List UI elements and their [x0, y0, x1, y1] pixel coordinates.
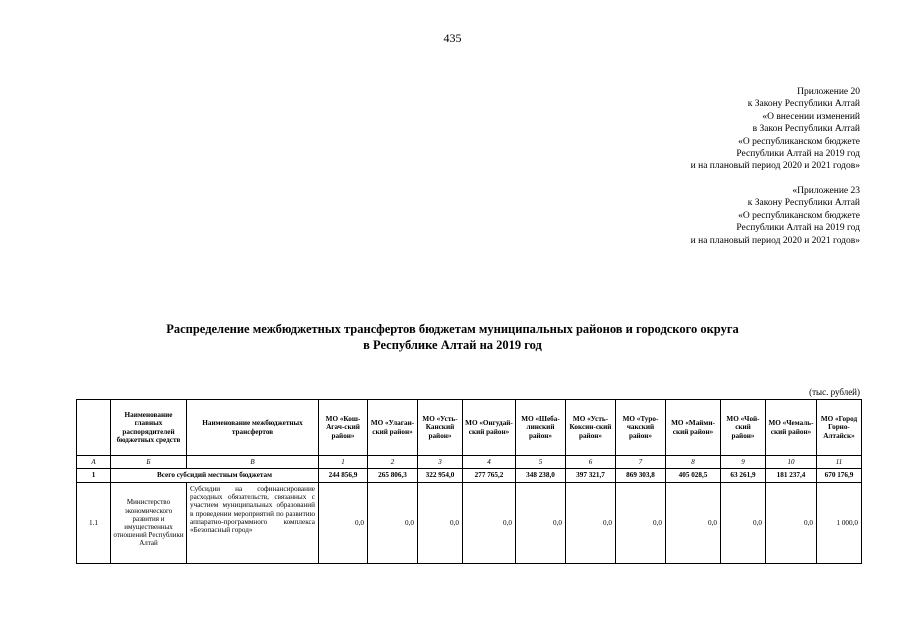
value-cell: 0,0	[766, 483, 817, 564]
appendix-20-caption	[691, 86, 860, 173]
value-cell: 1 000,0	[817, 483, 862, 564]
value-cell: 0,0	[516, 483, 566, 564]
column-index-cell: 9	[721, 456, 766, 469]
column-index-cell: 4	[463, 456, 516, 469]
appendix-23-caption	[691, 185, 860, 247]
document-title	[0, 321, 905, 353]
total-value-cell: 869 303,8	[616, 469, 666, 483]
table-index-row	[77, 456, 862, 469]
caption-line: «О внесении изменений	[762, 111, 860, 122]
total-value-cell: 277 765,2	[463, 469, 516, 483]
total-value-cell: 670 176,9	[817, 469, 862, 483]
total-value-cell: 63 261,9	[721, 469, 766, 483]
column-index-cell: 5	[516, 456, 566, 469]
value-cell: 0,0	[368, 483, 418, 564]
value-cell: 0,0	[418, 483, 463, 564]
total-value-cell: 397 321,7	[566, 469, 616, 483]
total-value-cell: 244 856,9	[319, 469, 368, 483]
agency-cell: Министерство экономического развития и имущественных отношений Республики Алтай	[111, 483, 187, 564]
column-header: МО «Усть-Канский район»	[418, 400, 463, 456]
page-number: 435	[443, 31, 462, 45]
caption-line: и на плановый период 2020 и 2021 годов»	[690, 235, 860, 246]
table-row	[77, 483, 862, 564]
transfer-description-cell: Субсидии на софинансирование расходных обязательств, связанных с участием муниципальных образований в проведении мероприятий по развитию аппаратно-программного комплекса «Безопасный город»	[187, 483, 319, 564]
total-value-cell: 265 806,3	[368, 469, 418, 483]
column-index-cell: 7	[616, 456, 666, 469]
caption-line: «О республиканском бюджете	[738, 136, 860, 147]
caption-line: Приложение 20	[797, 87, 860, 97]
column-header: МО «Онгудай-ский район»	[463, 400, 516, 456]
caption-line: Республики Алтай на 2019 год	[736, 149, 860, 160]
value-cell: 0,0	[566, 483, 616, 564]
caption-line: и на плановый период 2020 и 2021 годов»	[690, 161, 860, 172]
total-value-cell: 181 237,4	[766, 469, 817, 483]
total-value-cell: 322 954,0	[418, 469, 463, 483]
total-value-cell: 405 028,5	[666, 469, 721, 483]
title-line-1: Распределение межбюджетных трансфертов бюджетам муниципальных районов и городского округа	[166, 322, 739, 336]
column-header: МО «Туро-чакский район»	[616, 400, 666, 456]
column-index-cell: В	[187, 456, 319, 469]
column-index-cell: Б	[111, 456, 187, 469]
column-header: МО «Чой-ский район»	[721, 400, 766, 456]
column-index-cell: 1	[319, 456, 368, 469]
total-value-cell: 348 238,0	[516, 469, 566, 483]
column-header: МО «Усть-Коксин-ский район»	[566, 400, 616, 456]
row-number: 1.1	[77, 483, 111, 564]
title-line-2: в Республике Алтай на 2019 год	[363, 338, 542, 352]
column-index-cell: 8	[666, 456, 721, 469]
column-header: МО «Кош-Агач-ский район»	[319, 400, 368, 456]
caption-line: в Закон Республики Алтай	[752, 124, 860, 135]
table-total-row	[77, 469, 862, 483]
column-index-cell: 10	[766, 456, 817, 469]
column-header: МО «Шеба-линский район»	[516, 400, 566, 456]
table-header-row	[77, 400, 862, 456]
value-cell: 0,0	[319, 483, 368, 564]
caption-line: «О республиканском бюджете	[738, 210, 860, 221]
column-index-cell: 3	[418, 456, 463, 469]
column-index-cell: 2	[368, 456, 418, 469]
column-header: Наименование межбюджетных трансфертов	[187, 400, 319, 456]
units-label: (тыс. рублей)	[809, 387, 860, 397]
column-index-cell: 6	[566, 456, 616, 469]
value-cell: 0,0	[616, 483, 666, 564]
row-number: 1	[77, 469, 111, 483]
column-header: МО «Чемаль-ский район»	[766, 400, 817, 456]
transfers-table	[76, 399, 862, 564]
column-header	[77, 400, 111, 456]
caption-line: Республики Алтай на 2019 год	[736, 223, 860, 234]
caption-line: «Приложение 23	[792, 186, 860, 196]
value-cell: 0,0	[463, 483, 516, 564]
column-header: МО «Город Горно-Алтайск»	[817, 400, 862, 456]
column-header: МО «Улаган-ский район»	[368, 400, 418, 456]
column-index-cell: 11	[817, 456, 862, 469]
caption-line: к Закону Республики Алтай	[747, 99, 860, 110]
total-label: Всего субсидий местным бюджетам	[111, 469, 319, 483]
caption-line: к Закону Республики Алтай	[747, 198, 860, 209]
value-cell: 0,0	[666, 483, 721, 564]
column-header: Наименование главных распорядителей бюджетных средств	[111, 400, 187, 456]
value-cell: 0,0	[721, 483, 766, 564]
column-index-cell: А	[77, 456, 111, 469]
column-header: МО «Майми-ский район»	[666, 400, 721, 456]
